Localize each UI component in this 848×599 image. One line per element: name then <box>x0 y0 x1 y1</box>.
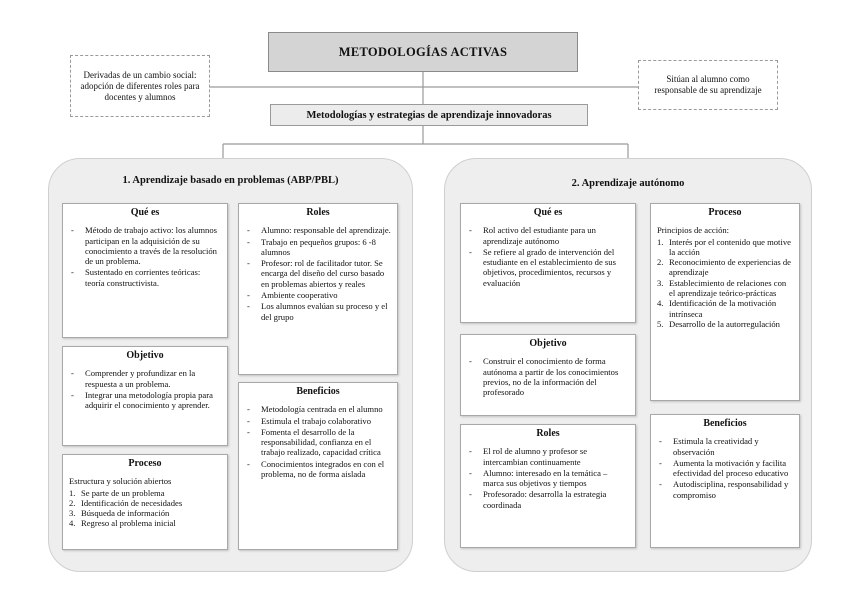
list-item <box>657 237 793 258</box>
list-item: - Ambiente cooperativo <box>245 290 391 300</box>
card-abp-objetivo <box>62 346 228 446</box>
process-intro: Estructura y solución abiertos <box>69 476 172 487</box>
subtitle-box: Metodologías y estrategias de aprendizaje innovadoras <box>270 104 588 126</box>
list-item: - El rol de alumno y profesor se intercambian continuamente <box>467 446 629 467</box>
list-item: - Alumno: interesado en la temática – marca sus objetivos y tiempos <box>467 468 629 489</box>
list <box>657 436 793 500</box>
process-intro: Principios de acción: <box>657 225 730 236</box>
item-text: Se parte de un problema <box>81 487 165 498</box>
list <box>245 404 391 479</box>
item-number: 2. <box>657 257 664 268</box>
list-item: - Se refiere al grado de intervención del estudiante en el establecimiento de sus objetivos, procedimientos, recursos y evaluación <box>467 247 629 288</box>
main-title: METODOLOGÍAS ACTIVAS <box>268 32 578 72</box>
card-abp-que-es <box>62 203 228 338</box>
note-right: Sitúan al alumno como responsable de su aprendizaje <box>638 60 778 110</box>
list-item: - Conocimientos integrados en con el problema, no de forma aislada <box>245 459 391 480</box>
item-number: 1. <box>657 236 664 247</box>
card-heading: Roles <box>306 207 330 218</box>
panel-autonomo-title: 2. Aprendizaje autónomo <box>571 178 685 189</box>
item-number: 4. <box>657 298 664 309</box>
list-item <box>657 319 793 329</box>
list-item: - Estimula el trabajo colaborativo <box>245 416 391 426</box>
card-heading: Roles <box>536 428 560 439</box>
card-autonomo-proceso <box>650 203 800 401</box>
list-item: - Método de trabajo activo: los alumnos participan en la adquisición de su conocimiento a través de la resolución de un problema. <box>69 225 221 266</box>
card-autonomo-que-es <box>460 203 636 323</box>
numbered-list <box>69 488 221 529</box>
list-item <box>657 278 793 299</box>
numbered-list <box>657 237 793 330</box>
list-item <box>69 508 221 518</box>
list <box>69 368 221 410</box>
list-item: - Los alumnos evalúan su proceso y el del grupo <box>245 301 391 322</box>
card-abp-proceso <box>62 454 228 550</box>
item-text: Identificación de necesidades <box>81 497 183 508</box>
list-item: - Construir el conocimiento de forma autónoma a partir de los conocimientos previos, no de la información del profesorado <box>467 356 629 397</box>
list-item: - Rol activo del estudiante para un aprendizaje autónomo <box>467 225 629 246</box>
card-heading: Objetivo <box>529 338 567 349</box>
list-item <box>657 257 793 278</box>
card-autonomo-beneficios <box>650 414 800 548</box>
item-text: Reconocimiento de experiencias de aprendizaje <box>669 257 791 278</box>
list-item: - Fomenta el desarrollo de la responsabilidad, confianza en el trabajo realizado, capacidad crítica <box>245 427 391 458</box>
list-item <box>657 298 793 319</box>
item-text: Regreso al problema inicial <box>81 518 176 529</box>
list-item: - Metodología centrada en el alumno <box>245 404 391 414</box>
list-item: - Sustentado en corrientes teóricas: teoría constructivista. <box>69 267 221 288</box>
card-autonomo-roles <box>460 424 636 548</box>
card-autonomo-objetivo <box>460 334 636 416</box>
note-left: Derivadas de un cambio social: adopción de diferentes roles para docentes y alumnos <box>70 55 210 117</box>
list <box>69 225 221 288</box>
card-heading: Beneficios <box>296 386 340 397</box>
card-heading: Qué es <box>533 207 563 218</box>
item-number: 4. <box>69 518 76 529</box>
card-abp-beneficios <box>238 382 398 550</box>
list <box>467 225 629 288</box>
item-text: Desarrollo de la autorregulación <box>669 318 780 329</box>
list-item: - Profesor: rol de facilitador tutor. Se encarga del diseño del curso basado en problemas abiertos y reales <box>245 258 391 289</box>
list <box>467 446 629 510</box>
list <box>245 225 391 322</box>
item-text: Establecimiento de relaciones con el aprendizaje teórico-prácticas <box>669 277 787 299</box>
list-item <box>69 518 221 528</box>
item-text: Búsqueda de información <box>81 508 170 519</box>
item-number: 2. <box>69 497 76 508</box>
item-number: 1. <box>69 487 76 498</box>
item-number: 3. <box>69 508 76 519</box>
list-item <box>69 498 221 508</box>
card-heading: Objetivo <box>126 350 164 361</box>
card-abp-roles <box>238 203 398 375</box>
card-heading: Proceso <box>128 458 162 469</box>
list-item <box>69 488 221 498</box>
list-item: - Comprender y profundizar en la respuesta a un problema. <box>69 368 221 389</box>
list-item: - Aumenta la motivación y facilita efectividad del proceso educativo <box>657 458 793 479</box>
card-heading: Proceso <box>708 207 742 218</box>
item-number: 3. <box>657 277 664 288</box>
list-item: - Profesorado: desarrolla la estrategia coordinada <box>467 489 629 510</box>
item-text: Identificación de la motivación intrínseca <box>669 298 777 319</box>
list-item: - Estimula la creatividad y observación <box>657 436 793 457</box>
list-item: - Autodisciplina, responsabilidad y compromiso <box>657 479 793 500</box>
list-item: - Alumno: responsable del aprendizaje. <box>245 225 391 235</box>
item-text: Interés por el contenido que motive la acción <box>669 236 791 257</box>
card-heading: Qué es <box>130 207 160 218</box>
panel-abp-title: 1. Aprendizaje basado en problemas (ABP/PBL) <box>122 175 339 186</box>
card-heading: Beneficios <box>703 418 747 429</box>
list-item: - Trabajo en pequeños grupos: 6 -8 alumnos <box>245 237 391 258</box>
list-item: - Integrar una metodología propia para adquirir el conocimiento y aprender. <box>69 390 221 411</box>
item-number: 5. <box>657 318 664 329</box>
list <box>467 356 629 397</box>
